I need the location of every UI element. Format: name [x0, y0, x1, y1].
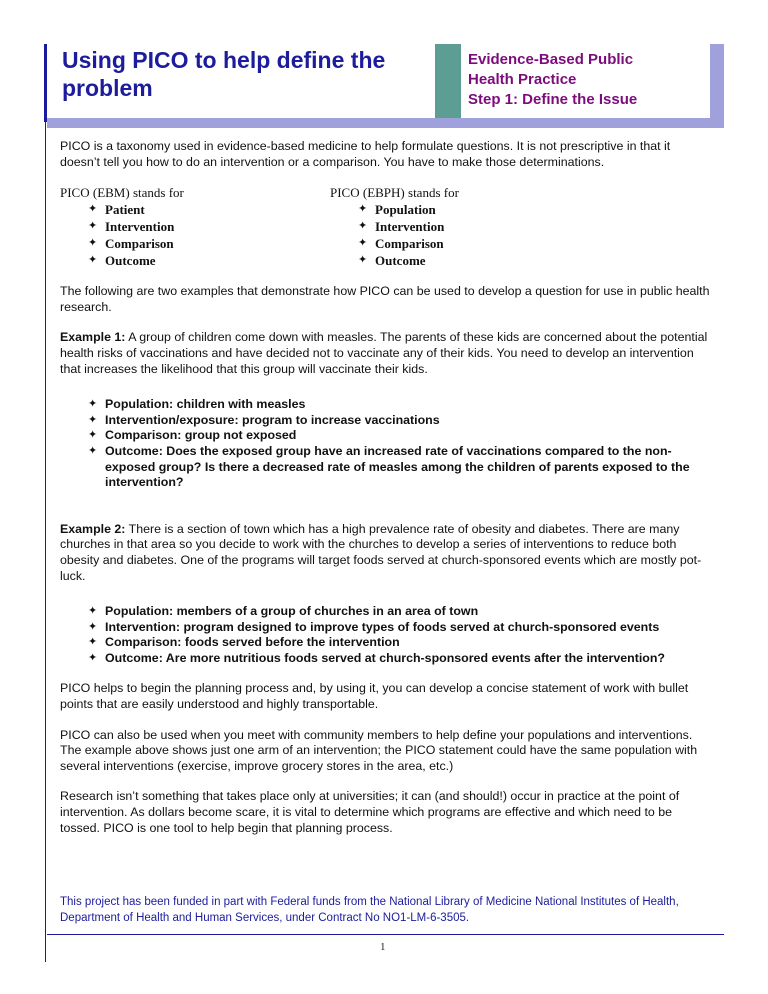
examples-intro-paragraph: The following are two examples that demonstrate how PICO can be used to develop a question for use in public health research.	[60, 284, 710, 314]
header-lavender-side-bar	[710, 44, 724, 118]
example-1-bullets	[60, 397, 710, 491]
pico-ebph-column	[330, 184, 610, 269]
example-1-bullet: ✦ Population: children with measles	[88, 397, 710, 413]
example-2-bullet: ✦ Outcome: Are more nutritious foods served at church-sponsored events after the intervention?	[88, 651, 710, 667]
pico-ebm-item: ✦ Patient	[88, 201, 330, 218]
pico-ebm-item: ✦ Comparison	[88, 235, 330, 252]
pico-ebm-heading: PICO (EBM) stands for	[60, 185, 184, 201]
example-2-bullet: ✦ Comparison: foods served before the intervention	[88, 635, 710, 651]
example-1-bullet: ✦ Outcome: Does the exposed group have an increased rate of vaccinations compared to the non-exposed group? Is there a decreased rate of measles among the children of parents exposed to the intervention?	[88, 444, 710, 491]
pico-ebph-item: ✦ Intervention	[358, 218, 610, 235]
pico-ebph-heading: PICO (EBPH) stands for	[330, 185, 459, 201]
document-body	[60, 139, 710, 836]
closing-paragraph-1: PICO helps to begin the planning process and, by using it, you can develop a concise statement of work with bullet points that are easily understood and highly transportable.	[60, 681, 689, 712]
funding-note: This project has been funded in part with Federal funds from the National Library of Medicine National Institutes of Health, Department of Health and Human Services, under Contract No NO1-LM-6-3505.	[60, 896, 679, 924]
example-2-bullet: ✦ Intervention: program designed to improve types of foods served at church-sponsored events	[88, 620, 710, 636]
footer-rule	[47, 934, 724, 935]
example-2-text: There is a section of town which has a high prevalence rate of obesity and diabetes. There are many churches in that area so you decide to work with the churches to develop a series of interventions to reduce both obesity and diabetes. One of the programs will target foods served at church-sponsored events which are mostly pot-luck.	[60, 521, 702, 583]
example-1-text: A group of children come down with measles. The parents of these kids are concerned about the potential health risks of vaccinations and have decided not to vaccinate any of their kids. You need to develop an intervention that increases the likelihood that this group will vaccinate their kids.	[60, 330, 708, 376]
example-1-bullet: ✦ Comparison: group not exposed	[88, 428, 710, 444]
example-2-label: Example 2:	[60, 521, 126, 536]
subtitle-line-2: Health Practice	[468, 71, 577, 88]
example-1-bullet: ✦ Intervention/exposure: program to increase vaccinations	[88, 413, 710, 429]
subtitle-line-1: Evidence-Based Public	[468, 51, 634, 68]
example-1-label: Example 1:	[60, 330, 126, 345]
pico-ebm-item: ✦ Outcome	[88, 252, 330, 269]
example-2-bullet: ✦ Population: members of a group of churches in an area of town	[88, 604, 710, 620]
example-2-paragraph	[60, 522, 710, 584]
header-teal-block	[435, 44, 461, 118]
page-number: 1	[380, 941, 386, 953]
header-left-accent-bar	[44, 44, 47, 122]
header-subtitle	[468, 50, 708, 110]
pico-ebph-item: ✦ Comparison	[358, 235, 610, 252]
header-lavender-bottom-bar	[47, 118, 724, 128]
page-left-rule	[45, 122, 46, 962]
closing-paragraph-2: PICO can also be used when you meet with community members to help define your populations and interventions. The example above shows just one arm of an intervention; the PICO statement could have the same population with several interventions (exercise, improve grocery stores in the area, etc.)	[60, 727, 698, 773]
pico-definitions	[60, 184, 710, 269]
example-1-paragraph	[60, 330, 710, 377]
closing-paragraph-3: Research isn’t something that takes place only at universities; it can (and should!) occur in practice at the point of intervention. As dollars become scare, it is vital to determine which programs are effective and which need to be tossed. PICO is one tool to help begin that planning process.	[60, 789, 680, 835]
pico-ebph-list	[330, 201, 610, 269]
pico-ebm-item: ✦ Intervention	[88, 218, 330, 235]
example-2-bullets	[60, 604, 710, 666]
pico-ebph-item: ✦ Outcome	[358, 252, 610, 269]
pico-ebph-item: ✦ Population	[358, 201, 610, 218]
pico-ebm-column	[60, 184, 330, 269]
pico-ebm-list	[60, 201, 330, 269]
page-title: Using PICO to help define the problem	[62, 47, 386, 101]
intro-paragraph: PICO is a taxonomy used in evidence-based medicine to help formulate questions. It is not prescriptive in that it doesn’t tell you how to do an intervention or a comparison. You have to make those determinations.	[60, 139, 671, 169]
subtitle-line-3: Step 1: Define the Issue	[468, 91, 638, 108]
